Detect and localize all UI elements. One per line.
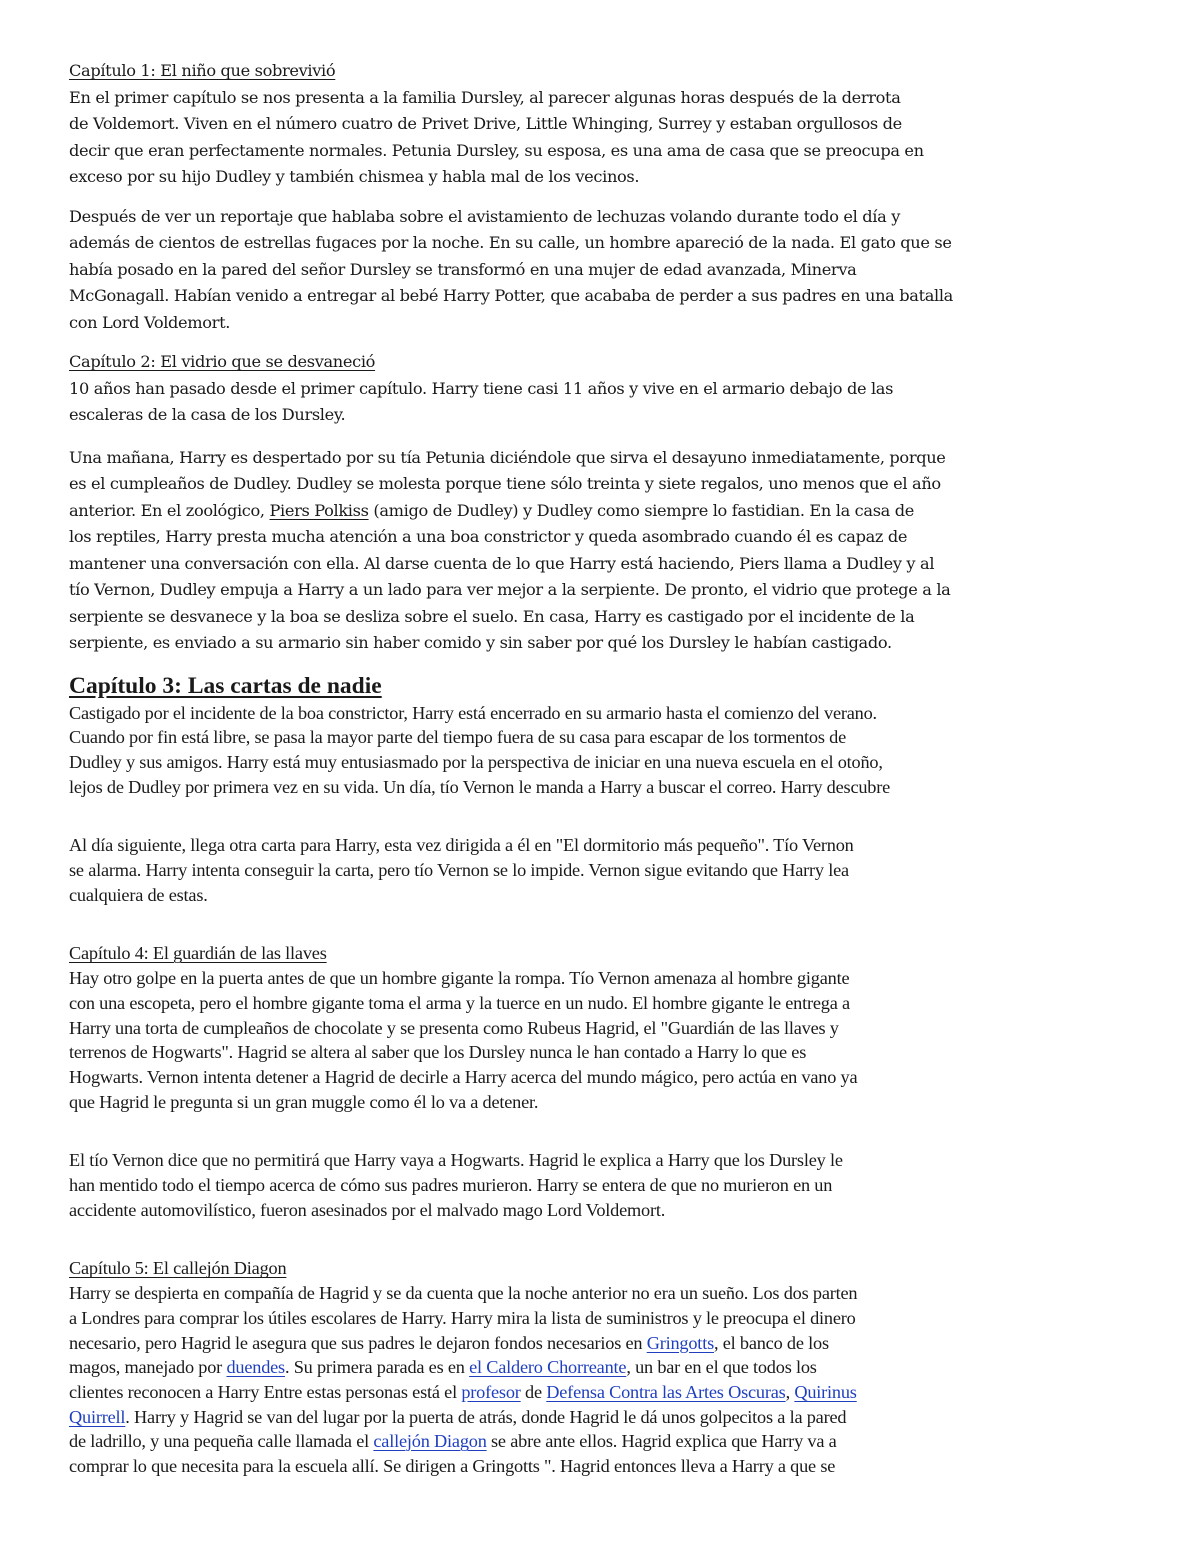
text-segment: de bbox=[520, 1381, 547, 1402]
text-line bbox=[69, 1431, 837, 1451]
text-line: McGonagall. Habían venido a entregar al bebé Harry Potter, que acababa de perder a sus padres en una batalla bbox=[69, 286, 953, 305]
text-line: con una escopeta, pero el hombre gigante toma el arma y la tuerce en un nudo. El hombre gigante le entrega a bbox=[69, 992, 850, 1013]
text-line: exceso por su hijo Dudley y también chismea y habla mal de los vecinos. bbox=[69, 167, 640, 186]
text-line: accidente automovilístico, fueron asesinados por el malvado mago Lord Voldemort. bbox=[69, 1199, 666, 1220]
text-segment: (amigo de Dudley) y Dudley como siempre lo fastidian. En la casa de bbox=[368, 500, 914, 520]
text-line: Cuando por fin está libre, se pasa la mayor parte del tiempo fuera de su casa para escapar de los tormentos de bbox=[69, 727, 846, 748]
piers-polkiss-link[interactable]: Piers Polkiss bbox=[269, 500, 369, 520]
text-line: se alarma. Harry intenta conseguir la carta, pero tío Vernon se lo impide. Vernon sigue evitando que Harry lea bbox=[69, 860, 849, 881]
chapter-3-paragraph-2 bbox=[69, 833, 1039, 907]
text-line: mantener una conversación con ella. Al darse cuenta de lo que Harry está haciendo, Piers llama a Dudley y al bbox=[69, 553, 935, 573]
text-segment: magos, manejado por bbox=[69, 1357, 227, 1378]
chapter-2-paragraph-1 bbox=[69, 376, 1039, 429]
text-line bbox=[69, 1357, 817, 1377]
text-line: que Hagrid le pregunta si un gran muggle como él lo va a detener. bbox=[69, 1091, 539, 1112]
text-line: terrenos de Hogwarts". Hagrid se altera al saber que los Dursley nunca le han contado a Harry lo que es bbox=[69, 1042, 807, 1063]
chapter-2-heading: Capítulo 2: El vidrio que se desvaneció bbox=[69, 352, 376, 371]
chapter-4 bbox=[69, 941, 1039, 1222]
quirrell-link[interactable]: Quirrell bbox=[69, 1406, 126, 1427]
text-line bbox=[69, 1407, 846, 1427]
chapter-4-paragraph-2 bbox=[69, 1148, 1039, 1222]
text-segment: necesario, pero Hagrid le asegura que sus padres le dejaron fondos necesarios en bbox=[69, 1332, 647, 1353]
text-line: serpiente, es enviado a su armario sin haber comido y sin saber por qué los Dursley le habían castigado. bbox=[69, 633, 892, 652]
text-line: es el cumpleaños de Dudley. Dudley se molesta porque tiene sólo treinta y siete regalos, uno menos que el año bbox=[69, 474, 941, 493]
text-line: de Voldemort. Viven en el número cuatro de Privet Drive, Little Whinging, Surrey y estaban orgullosos de bbox=[69, 114, 902, 133]
text-line: Después de ver un reportaje que hablaba sobre el avistamiento de lechuzas volando durante todo el día y bbox=[69, 206, 900, 226]
profesor-link[interactable]: profesor bbox=[461, 1381, 521, 1402]
text-segment: , bbox=[785, 1381, 795, 1402]
chapter-1-paragraph-2 bbox=[69, 204, 1039, 337]
text-line: además de cientos de estrellas fugaces por la noche. En su calle, un hombre apareció de la nada. El gato que se bbox=[69, 233, 952, 252]
text-line: tío Vernon, Dudley empuja a Harry a un lado para ver mejor a la serpiente. De pronto, el vidrio que protege a la bbox=[69, 580, 951, 599]
chapter-1 bbox=[69, 58, 1039, 336]
text-line: había posado en la pared del señor Dursley se transformó en una mujer de edad avanzada, Minerva bbox=[69, 259, 857, 279]
chapter-3-paragraph-1 bbox=[69, 701, 1039, 800]
text-line: a Londres para comprar los útiles escolares de Harry. Harry mira la lista de suministros y le preocupa el dinero bbox=[69, 1307, 856, 1328]
text-line: serpiente se desvanece y la boa se desliza sobre el suelo. En casa, Harry es castigado por el incidente de la bbox=[69, 606, 915, 626]
text-line: Una mañana, Harry es despertado por su tía Petunia diciéndole que sirva el desayuno inmediatamente, porque bbox=[69, 447, 946, 467]
text-line: Al día siguiente, llega otra carta para Harry, esta vez dirigida a él en "El dormitorio más pequeño". Tío Vernon bbox=[69, 835, 854, 856]
quirinus-link[interactable]: Quirinus bbox=[794, 1381, 857, 1402]
chapter-2-paragraph-2 bbox=[69, 445, 1039, 657]
text-line: Hogwarts. Vernon intenta detener a Hagrid de decirle a Harry acerca del mundo mágico, pero actúa en vano ya bbox=[69, 1066, 858, 1087]
chapter-3 bbox=[69, 671, 1039, 908]
text-segment: . Harry y Hagrid se van del lugar por la puerta de atrás, donde Hagrid le dá unos golpecitos a la pared bbox=[125, 1406, 847, 1427]
text-line: comprar lo que necesita para la escuela allí. Se dirigen a Gringotts ". Hagrid entonces lleva a Harry a que se bbox=[69, 1456, 836, 1477]
document-page bbox=[69, 58, 1039, 1479]
chapter-1-paragraph-1 bbox=[69, 85, 1039, 191]
chapter-1-heading: Capítulo 1: El niño que sobrevivió bbox=[69, 61, 336, 80]
text-line bbox=[69, 501, 914, 520]
chapter-5-paragraph-1 bbox=[69, 1281, 1039, 1479]
text-line: Harry se despierta en compañía de Hagrid y se da cuenta que la noche anterior no era un sueño. Los dos parten bbox=[69, 1283, 858, 1304]
text-segment: anterior. En el zoológico, bbox=[69, 500, 270, 520]
chapter-5-heading: Capítulo 5: El callejón Diagon bbox=[69, 1258, 287, 1279]
text-line: con Lord Voldemort. bbox=[69, 312, 231, 332]
text-line: 10 años han pasado desde el primer capítulo. Harry tiene casi 11 años y vive en el armario debajo de las bbox=[69, 378, 894, 398]
text-line: En el primer capítulo se nos presenta a la familia Dursley, al parecer algunas horas después de la derrota bbox=[69, 87, 901, 107]
text-line: los reptiles, Harry presta mucha atención a una boa constrictor y queda asombrado cuando él es capaz de bbox=[69, 527, 908, 546]
defensa-artes-oscuras-link[interactable]: Defensa Contra las Artes Oscuras bbox=[546, 1381, 786, 1402]
callejon-diagon-link[interactable]: callejón Diagon bbox=[373, 1431, 487, 1452]
text-segment: , un bar en el que todos los bbox=[626, 1357, 817, 1378]
text-segment: de ladrillo, y una pequeña calle llamada el bbox=[69, 1431, 374, 1452]
text-segment: , el banco de los bbox=[713, 1332, 829, 1353]
text-line: Castigado por el incidente de la boa constrictor, Harry está encerrado en su armario hasta el comienzo del verano. bbox=[69, 702, 877, 723]
text-line: lejos de Dudley por primera vez en su vida. Un día, tío Vernon le manda a Harry a buscar el correo. Harry descubre bbox=[69, 776, 891, 797]
gringotts-link[interactable]: Gringotts bbox=[646, 1332, 714, 1353]
text-segment: . Su primera parada es en bbox=[284, 1357, 470, 1378]
chapter-4-paragraph-1 bbox=[69, 966, 1039, 1114]
text-line: Dudley y sus amigos. Harry está muy entusiasmado por la perspectiva de iniciar en una nueva escuela en el otoño, bbox=[69, 751, 883, 772]
text-line: El tío Vernon dice que no permitirá que Harry vaya a Hogwarts. Hagrid le explica a Harry que los Dursley le bbox=[69, 1150, 843, 1171]
text-line bbox=[69, 1333, 829, 1353]
caldero-chorreante-link[interactable]: el Caldero Chorreante bbox=[469, 1357, 627, 1378]
text-line: cualquiera de estas. bbox=[69, 884, 208, 905]
text-line: decir que eran perfectamente normales. Petunia Dursley, su esposa, es una ama de casa que se preocupa en bbox=[69, 140, 924, 160]
chapter-5 bbox=[69, 1256, 1039, 1478]
text-line: han mentido todo el tiempo acerca de cómo sus padres murieron. Harry se entera de que no murieron en un bbox=[69, 1175, 833, 1196]
text-line: Harry una torta de cumpleaños de chocolate y se presenta como Rubeus Hagrid, el "Guardián de las llaves y bbox=[69, 1017, 839, 1038]
chapter-2 bbox=[69, 349, 1039, 657]
text-line: Hay otro golpe en la puerta antes de que un hombre gigante la rompa. Tío Vernon amenaza al hombre gigante bbox=[69, 968, 850, 989]
chapter-4-heading: Capítulo 4: El guardián de las llaves bbox=[69, 943, 327, 964]
text-line: escaleras de la casa de los Dursley. bbox=[69, 405, 346, 424]
text-segment: clientes reconocen a Harry Entre estas personas está el bbox=[69, 1381, 462, 1402]
duendes-link[interactable]: duendes bbox=[226, 1357, 285, 1378]
text-segment: se abre ante ellos. Hagrid explica que Harry va a bbox=[486, 1431, 837, 1452]
chapter-3-heading: Capítulo 3: Las cartas de nadie bbox=[69, 672, 382, 699]
text-line bbox=[69, 1382, 857, 1402]
